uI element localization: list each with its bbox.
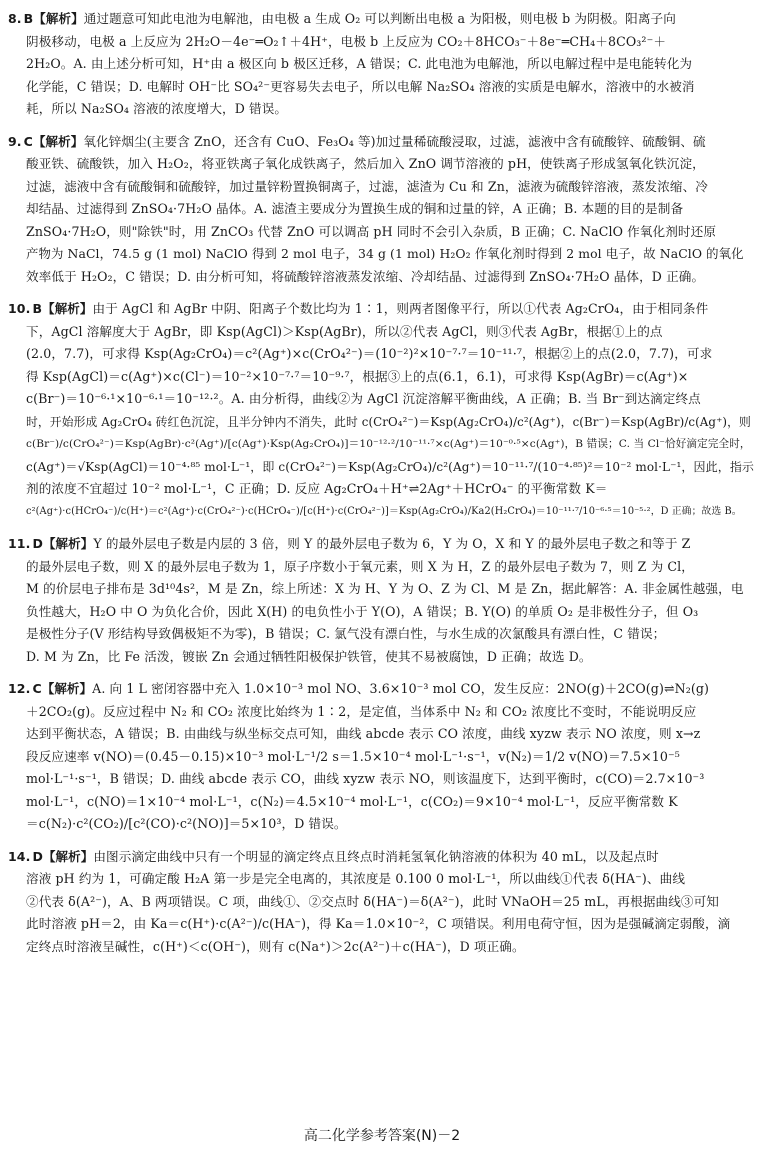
- line-text: 负性越大，H₂O 中 O 为负化合价，因此 X(H) 的电负性小于 Y(O)，A 错误；B. Y(O) 的单质 O₂ 是非极性分子，但 O₃: [26, 603, 699, 619]
- explanation-line: [8, 456, 754, 479]
- answer-letter: C: [32, 681, 42, 696]
- line-text: (2.0，7.7)，可求得 Ksp(Ag₂CrO₄)＝c²(Ag⁺)×c(CrO₄²⁻)＝(10⁻²)²×10⁻⁷·⁷＝10⁻¹¹·⁷，根据②上的点(2.0，7.7)，可求: [26, 346, 713, 361]
- line-text: Y 的最外层电子数是内层的 3 倍，则 Y 的最外层电子数为 6，Y 为 O，X 和 Y 的最外层电子数之和等于 Z: [93, 536, 691, 551]
- explanation-line: [8, 501, 754, 524]
- explanation-line: [8, 913, 754, 936]
- explanation-line: [8, 813, 754, 836]
- line-text: A. 向 1 L 密闭容器中充入 1.0×10⁻³ mol NO、3.6×10⁻³ mol CO，发生反应：2NO(g)＋2CO(g)⇌N₂(g): [92, 681, 710, 696]
- page-footer: 高二化学参考答案(N)－2: [303, 1128, 461, 1144]
- line-text: 此时溶液 pH＝2，由 Ka＝c(H⁺)·c(A²⁻)/c(HA⁻)，得 Ka＝1.0×10⁻²，C 项错误。利用电荷守恒，因为是强碱滴定弱酸，滴: [26, 916, 731, 931]
- question-number: 12.: [8, 681, 31, 696]
- explanation-line: [8, 153, 754, 176]
- answer-explanations: [8, 8, 754, 958]
- explanation-line: [8, 266, 754, 289]
- explanation-line: [8, 411, 754, 434]
- line-text: 定终点时溶液呈碱性，c(H⁺)＜c(OH⁻)，则有 c(Na⁺)＞2c(A²⁻)＋c(HA⁻)，D 项正确。: [26, 938, 525, 954]
- line-text: 的最外层电子数，则 X 的最外层电子数为 1，原子序数小于氧元素，则 X 为 H，Z 的最外层电子数为 7，则 Z 为 Cl，: [26, 558, 694, 574]
- analysis-tag: 【解析】: [42, 536, 94, 551]
- explanation-line: [8, 723, 754, 746]
- analysis-tag: 【解析】: [41, 681, 93, 696]
- explanation-line: [8, 891, 754, 914]
- question-11-explanation: [8, 533, 754, 668]
- explanation-line: [8, 478, 754, 501]
- line-text: 是极性分子(V 形结构导致偶极矩不为零)，B 错误；C. 氯气没有漂白性，与水生成的次氯酸具有漂白性，C 错误；: [26, 626, 666, 641]
- answer-letter: B: [32, 301, 43, 316]
- answer-letter: D: [32, 536, 43, 551]
- explanation-line: [8, 746, 754, 769]
- analysis-tag: 【解析】: [32, 133, 84, 149]
- explanation-line: [8, 578, 754, 601]
- line-text: 溶液 pH 约为 1，可确定酸 H₂A 第一步是完全电离的，其浓度是 0.100 0 mol·L⁻¹，所以曲线①代表 δ(HA⁻)、曲线: [26, 871, 686, 886]
- explanation-line: [8, 343, 754, 366]
- line-text: 得 Ksp(AgCl)＝c(Ag⁺)×c(Cl⁻)＝10⁻²×10⁻⁷·⁷＝10⁻⁹·⁷，根据③上的点(6.1，6.1)，可求得 Ksp(AgBr)＝c(Ag⁺)×: [26, 368, 689, 384]
- line-text: c(Br⁻)＝10⁻⁶·¹×10⁻⁶·¹＝10⁻¹²·²。A. 由分析得，曲线②为 AgCl 沉淀溶解平衡曲线，A 正确；B. 当 Br⁻到达滴定终点: [26, 391, 701, 406]
- line-text: 效率低于 H₂O₂，C 错误；D. 由分析可知，将硫酸锌溶液蒸发浓缩、冷却结晶、过滤得到 ZnSO₄·7H₂O 晶体，D 正确。: [26, 268, 705, 284]
- line-text: 达到平衡状态，A 错误；B. 由曲线与纵坐标交点可知，曲线 abcde 表示 CO 浓度，曲线 xyzw 表示 NO 浓度，则 x→z: [26, 726, 701, 741]
- line-text: ②代表 δ(A²⁻)，A、B 两项错误。C 项，曲线①、②交点时 δ(HA⁻)＝δ(A²⁻)，此时 VNaOH＝25 mL，再根据曲线③可知: [26, 893, 719, 909]
- line-text: 氧化锌烟尘(主要含 ZnO，还含有 CuO、Fe₃O₄ 等)加过量稀硫酸浸取，过滤，滤液中含有硫酸锌、硫酸铜、硫: [83, 133, 706, 149]
- explanation-line: [8, 791, 754, 814]
- line-text: 由图示滴定曲线中只有一个明显的滴定终点且终点时消耗氢氧化钠溶液的体积为 40 mL，以及起点时: [93, 848, 659, 864]
- answer-letter: B: [23, 11, 34, 26]
- explanation-line: [8, 601, 754, 624]
- question-8-explanation: [8, 8, 754, 121]
- explanation-line: [8, 388, 754, 411]
- question-9-explanation: [8, 131, 754, 289]
- explanation-line: [8, 366, 754, 389]
- line-text: 过滤，滤液中含有硫酸铜和硫酸锌，加过量锌粉置换铜离子，过滤，滤渣为 Cu 和 Zn，滤液为硫酸锌溶液，蒸发浓缩、冷: [26, 178, 709, 194]
- question-number: 8.: [8, 11, 22, 26]
- line-text: 酸亚铁、硫酸铁，加入 H₂O₂，将亚铁离子氧化成铁离子，然后加入 ZnO 调节溶液的 pH，使铁离子形成氢氧化铁沉淀，: [26, 156, 705, 171]
- line-text: 段反应速率 v(NO)＝(0.45－0.15)×10⁻³ mol·L⁻¹/2 s＝1.5×10⁻⁴ mol·L⁻¹·s⁻¹，v(N₂)＝1/2 v(NO)＝7.5×10⁻⁵: [26, 748, 680, 764]
- line-text: mol·L⁻¹，c(NO)＝1×10⁻⁴ mol·L⁻¹，c(N₂)＝4.5×10⁻⁴ mol·L⁻¹，c(CO₂)＝9×10⁻⁴ mol·L⁻¹，反应平衡常数 K: [26, 793, 678, 809]
- line-text: ZnSO₄·7H₂O，则"除铁"时，用 ZnCO₃ 代替 ZnO 可以调高 pH 同时不会引入杂质，B 正确；C. NaClO 作氧化剂时还原: [26, 223, 717, 239]
- explanation-line: [8, 221, 754, 244]
- answer-letter: D: [32, 848, 43, 864]
- explanation-line: [8, 533, 754, 556]
- explanation-line: [8, 98, 754, 121]
- question-12-explanation: [8, 678, 754, 836]
- line-text: M 的价层电子排布是 3d¹⁰4s²，M 是 Zn，综上所述：X 为 H、Y 为 O、Z 为 Cl、M 是 Zn，据此解答：A. 非金属性越强，电: [26, 581, 744, 596]
- explanation-line: [8, 176, 754, 199]
- explanation-line: [8, 53, 754, 76]
- line-text: ＋2CO₂(g)。反应过程中 N₂ 和 CO₂ 浓度比始终为 1∶2，是定值，当体系中 N₂ 和 CO₂ 浓度比不变时，不能说明反应: [26, 703, 697, 719]
- explanation-line: [8, 243, 754, 266]
- question-10-explanation: [8, 298, 754, 523]
- line-text: c(Br⁻)/c(CrO₄²⁻)＝Ksp(AgBr)·c²(Ag⁺)/[c(Ag⁺)·Ksp(Ag₂CrO₄)]＝10⁻¹²·²/10⁻¹¹·⁷×c(Ag⁺)＝10⁻⁰·⁵×c(Ag⁺)，B 错误；C. 当 Cl⁻恰好滴定完全时，: [26, 438, 751, 450]
- line-text: 耗，所以 Na₂SO₄ 溶液的浓度增大，D 错误。: [26, 101, 288, 116]
- line-text: 剂的浓度不宜超过 10⁻² mol·L⁻¹，C 正确；D. 反应 Ag₂CrO₄＋H⁺⇌2Ag⁺＋HCrO₄⁻ 的平衡常数 K＝: [26, 481, 608, 496]
- question-number: 14.: [8, 848, 31, 864]
- analysis-tag: 【解析】: [33, 11, 84, 26]
- explanation-line: [8, 936, 754, 959]
- explanation-line: [8, 8, 754, 31]
- line-text: ＝c(N₂)·c²(CO₂)/[c²(CO)·c²(NO)]＝5×10³，D 错误。: [26, 816, 347, 831]
- explanation-line: [8, 31, 754, 54]
- question-number: 11.: [8, 536, 31, 551]
- explanation-line: [8, 768, 754, 791]
- line-text: c(Ag⁺)＝√Ksp(AgCl)＝10⁻⁴·⁸⁵ mol·L⁻¹，即 c(CrO₄²⁻)＝Ksp(Ag₂CrO₄)/c²(Ag⁺)＝10⁻¹¹·⁷/(10⁻⁴·⁸⁵)²＝10⁻² mol·L⁻¹，因此，指示: [26, 459, 754, 474]
- explanation-line: [8, 556, 754, 579]
- question-14-explanation: [8, 846, 754, 959]
- line-text: 却结晶、过滤得到 ZnSO₄·7H₂O 晶体。A. 滤渣主要成分为置换生成的铜和过量的锌，A 正确；B. 本题的目的是制备: [26, 201, 684, 216]
- explanation-line: [8, 76, 754, 99]
- explanation-line: [8, 846, 754, 869]
- line-text: D. M 为 Zn，比 Fe 活泼，镀嵌 Zn 会通过牺牲阳极保护铁管，使其不易被腐蚀，D 正确；故选 D。: [26, 648, 592, 664]
- explanation-line: [8, 433, 754, 456]
- line-text: 时，开始形成 Ag₂CrO₄ 砖红色沉淀，且半分钟内不消失，此时 c(CrO₄²⁻)＝Ksp(Ag₂CrO₄)/c²(Ag⁺)，c(Br⁻)＝Ksp(AgBr)/c(Ag⁺)，则: [26, 414, 751, 429]
- line-text: 2H₂O。A. 由上述分析可知，H⁺由 a 极区向 b 极区迁移，A 错误；C. 此电池为电解池，所以电解过程中是电能转化为: [26, 56, 693, 71]
- line-text: 产物为 NaCl，74.5 g (1 mol) NaClO 得到 2 mol 电子，34 g (1 mol) H₂O₂ 作氧化剂时得到 2 mol 电子，故 NaClO 的氧化: [26, 246, 744, 261]
- explanation-line: [8, 623, 754, 646]
- line-text: c²(Ag⁺)·c(HCrO₄⁻)/c(H⁺)＝c²(Ag⁺)·c(CrO₄²⁻)·c(HCrO₄⁻)/[c(H⁺)·c(CrO₄²⁻)]＝Ksp(Ag₂CrO₄)/Ka2(H₂CrO₄)＝10⁻¹¹·⁷/10⁻⁶·⁵＝10⁻⁵·²，D 正确；故选 B。: [26, 505, 742, 517]
- question-number: 10.: [8, 301, 31, 316]
- line-text: 通过题意可知此电池为电解池，由电极 a 生成 O₂ 可以判断出电极 a 为阳极，则电极 b 为阴极。阳离子向: [83, 11, 676, 26]
- explanation-line: [8, 678, 754, 701]
- line-text: 化学能，C 错误；D. 电解时 OH⁻比 SO₄²⁻更容易失去电子，所以电解 Na₂SO₄ 溶液的实质是电解水，溶液中的水被消: [26, 78, 695, 94]
- explanation-line: [8, 321, 754, 344]
- explanation-line: [8, 646, 754, 669]
- explanation-line: [8, 298, 754, 321]
- explanation-line: [8, 868, 754, 891]
- analysis-tag: 【解析】: [42, 848, 94, 864]
- analysis-tag: 【解析】: [42, 301, 93, 316]
- answer-letter: C: [23, 133, 33, 149]
- line-text: 阴极移动，电极 a 上反应为 2H₂O－4e⁻═O₂↑＋4H⁺，电极 b 上反应为 CO₂＋8HCO₃⁻＋8e⁻═CH₄＋8CO₃²⁻＋: [26, 33, 667, 49]
- line-text: 由于 AgCl 和 AgBr 中阴、阳离子个数比均为 1∶1，则两者图像平行，所以①代表 Ag₂CrO₄，由于相同条件: [92, 301, 709, 316]
- explanation-line: [8, 131, 754, 154]
- explanation-line: [8, 198, 754, 221]
- line-text: mol·L⁻¹·s⁻¹，B 错误；D. 曲线 abcde 表示 CO，曲线 xyzw 表示 NO，则该温度下，达到平衡时，c(CO)＝2.7×10⁻³: [26, 771, 705, 786]
- question-number: 9.: [8, 133, 22, 149]
- explanation-line: [8, 701, 754, 724]
- line-text: 下，AgCl 溶解度大于 AgBr，即 Ksp(AgCl)＞Ksp(AgBr)，所以②代表 AgCl，则③代表 AgBr，根据①上的点: [26, 323, 663, 339]
